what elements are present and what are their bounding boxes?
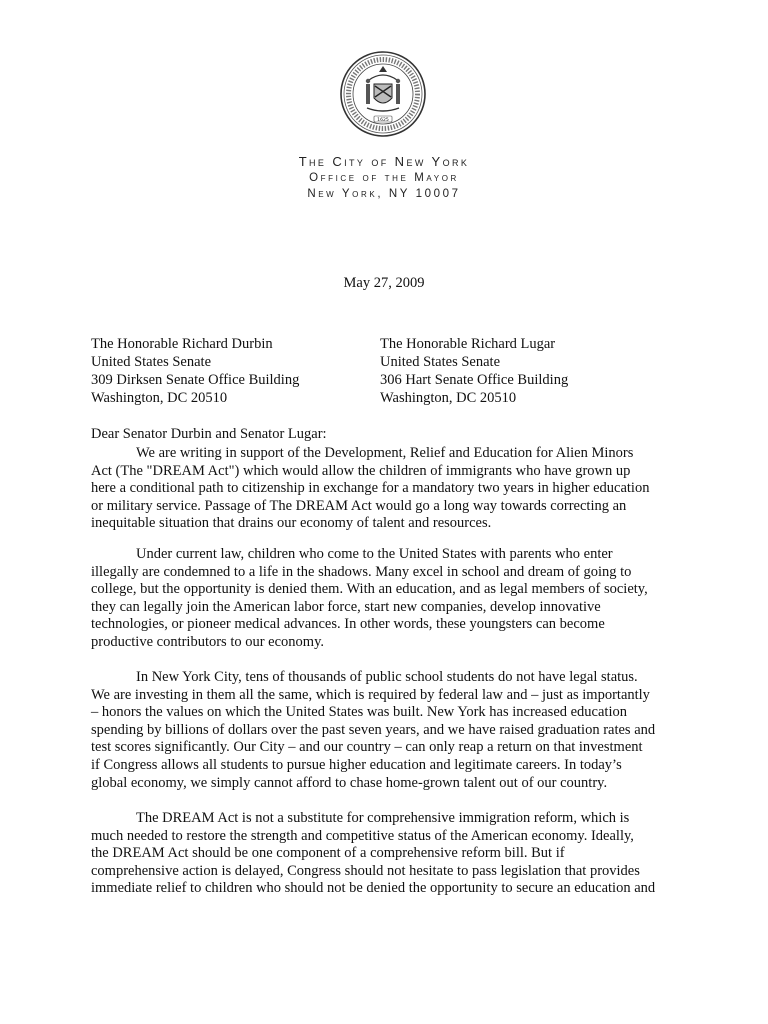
paragraph-line: technologies, or pioneer medical advances. In other words, these youngsters can become: [91, 616, 605, 633]
paragraph-line: the DREAM Act should be one component of a comprehensive reform bill. But if: [91, 845, 565, 862]
letter-date: May 27, 2009: [343, 275, 425, 291]
paragraph-line: productive contributors to our economy.: [91, 633, 325, 650]
paragraph-line: – honors the values on which the United States was built. New York has increased education: [91, 704, 627, 721]
paragraph-line: or military service. Passage of The DREAM Act would go a long way towards correcting an: [91, 497, 627, 514]
body-paragraph-3: [91, 669, 671, 792]
paragraph-line: We are investing in them all the same, which is required by federal law and – just as importantly: [91, 686, 650, 703]
paragraph-line: they can legally join the American labor force, start new companies, develop innovative: [91, 598, 601, 615]
paragraph-line: college, but the opportunity is denied them. With an education, and as legal members of society,: [91, 581, 648, 598]
paragraph-line: test scores significantly. Our City – and our country – can only reap a return on that investment: [91, 739, 643, 756]
city-seal-icon: [339, 50, 427, 138]
paragraph-line: here a conditional path to citizenship in exchange for a mandatory two years in higher education: [91, 480, 650, 497]
paragraph-line: immediate relief to children who should not be denied the opportunity to secure an education and: [91, 880, 656, 897]
body-paragraph-1: [91, 445, 671, 533]
address-line: Washington, DC 20510: [91, 390, 228, 406]
paragraph-line: global economy, we simply cannot afford to chase home-grown talent out of our country.: [91, 774, 608, 791]
address-line: The Honorable Richard Durbin: [91, 336, 273, 352]
paragraph-line: much needed to restore the strength and competitive status of the American economy. Ideally,: [91, 827, 634, 844]
address-line: The Honorable Richard Lugar: [380, 336, 556, 352]
address-line: 309 Dirksen Senate Office Building: [91, 372, 300, 388]
recipient-address-lugar: [380, 335, 568, 407]
letterhead-office: Office of the Mayor: [309, 172, 459, 184]
paragraph-line: Act (The "DREAM Act") which would allow the children of immigrants who have grown up: [91, 462, 631, 479]
paragraph-line: In New York City, tens of thousands of public school students do not have legal status.: [136, 669, 638, 685]
paragraph-line: illegally are condemned to a life in the shadows. Many excel in school and dream of going to: [91, 563, 632, 580]
address-line: 306 Hart Senate Office Building: [380, 372, 569, 388]
paragraph-line: spending by billions of dollars over the past seven years, and we have raised graduation rates and: [91, 721, 656, 738]
paragraph-line: inequitable situation that drains our economy of talent and resources.: [91, 515, 492, 532]
paragraph-line: comprehensive action is delayed, Congress should not hesitate to pass legislation that provides: [91, 862, 640, 879]
address-line: United States Senate: [380, 354, 501, 370]
paragraph-line: Under current law, children who come to the United States with parents who enter: [136, 546, 613, 562]
body-paragraph-4: [91, 810, 671, 898]
letterhead-address: New York, NY 10007: [307, 188, 461, 200]
paragraph-line: if Congress allows all students to pursue higher education and legitimate careers. In today’s: [91, 756, 622, 773]
recipient-address-durbin: [91, 335, 299, 407]
seal-year: 1625: [377, 117, 389, 123]
address-line: Washington, DC 20510: [380, 390, 517, 406]
body-paragraph-2: [91, 546, 671, 652]
address-line: United States Senate: [91, 354, 212, 370]
salutation: Dear Senator Durbin and Senator Lugar:: [91, 426, 327, 442]
paragraph-line: We are writing in support of the Development, Relief and Education for Alien Minors: [136, 445, 634, 461]
letterhead-city: The City of New York: [298, 154, 470, 169]
paragraph-line: The DREAM Act is not a substitute for comprehensive immigration reform, which is: [136, 810, 630, 826]
